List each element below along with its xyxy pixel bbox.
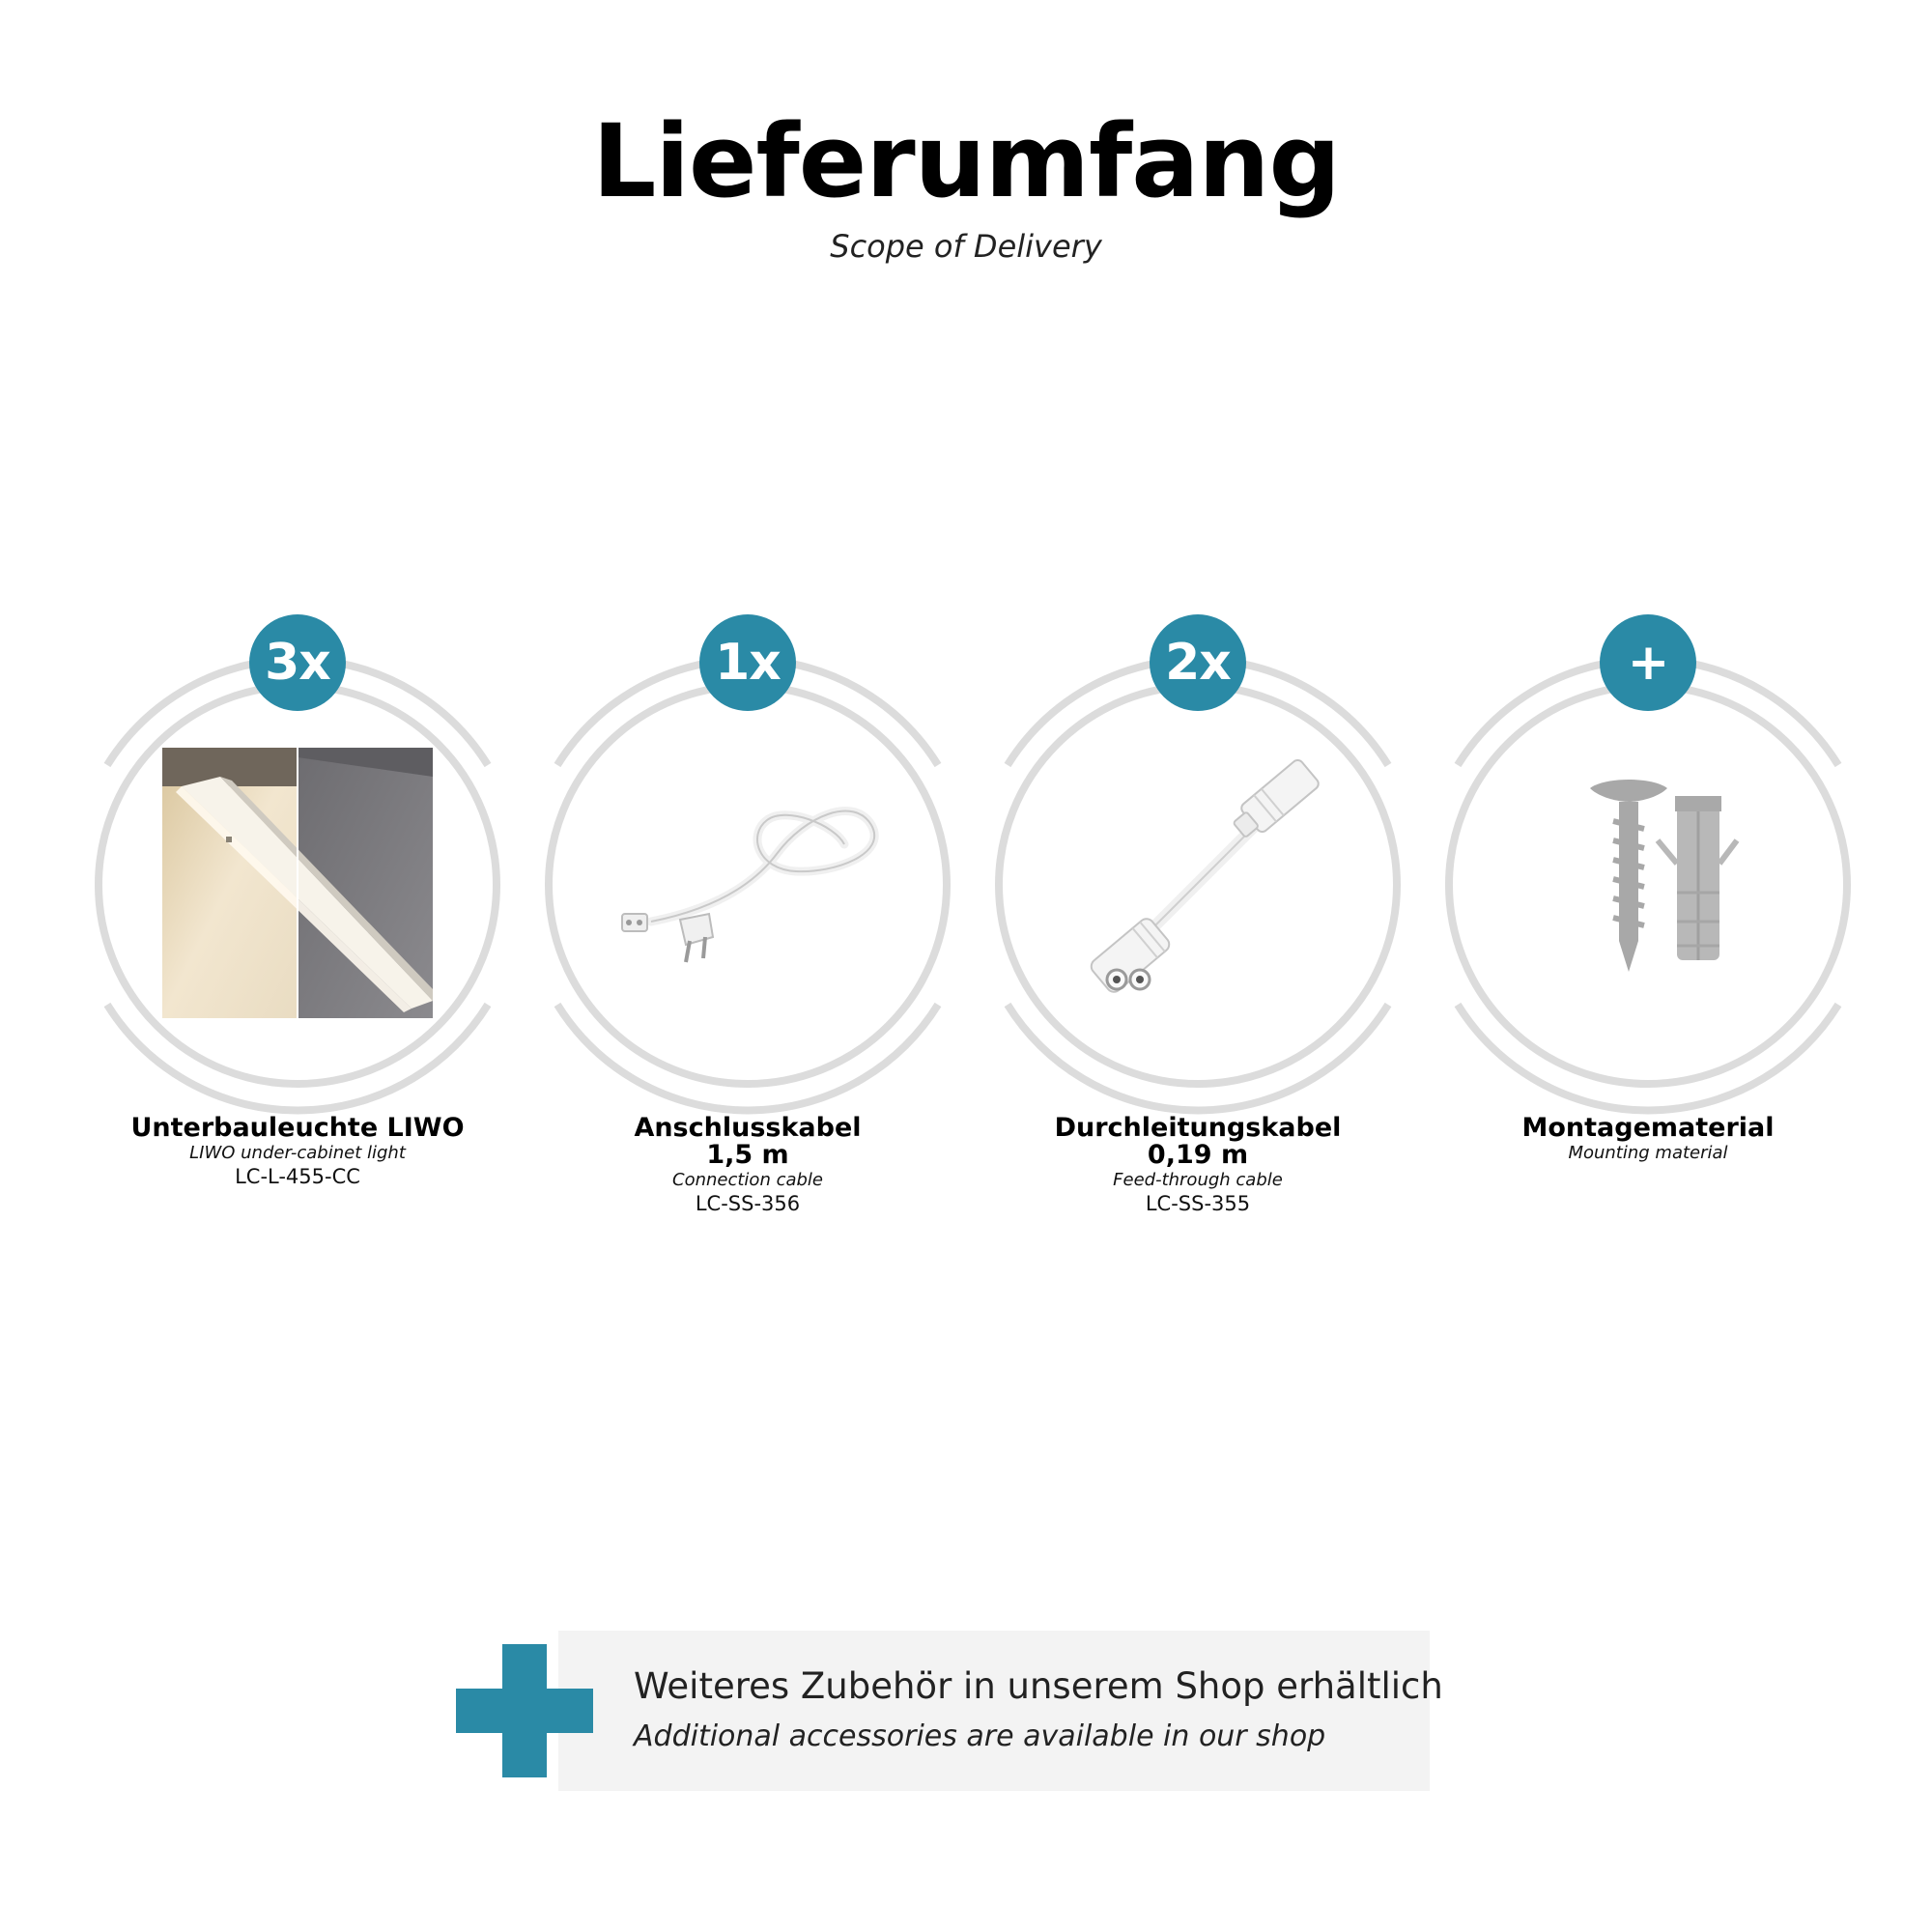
item-length: 1,5 m (706, 1140, 789, 1170)
item-code: LC-SS-355 (1145, 1192, 1251, 1215)
item-name-en: Connection cable (672, 1170, 823, 1190)
item-name-de: Durchleitungskabel (1054, 1113, 1342, 1143)
item-label (46, 1115, 549, 1188)
item-label (947, 1115, 1449, 1215)
item-name-de: Montagematerial (1521, 1113, 1775, 1143)
screw-and-dowel-icon (1513, 748, 1783, 1018)
plus-icon (456, 1644, 593, 1777)
led-light-bar-icon (162, 748, 433, 1018)
item-label (1397, 1115, 1899, 1165)
item-code: LC-L-455-CC (235, 1165, 360, 1188)
item-name-en: Mounting material (1568, 1143, 1728, 1163)
accessories-text-de: Weiteres Zubehör in unserem Shop erhältlich (634, 1665, 1443, 1707)
item-name-en: Feed-through cable (1113, 1170, 1283, 1190)
page-title: Lieferumfang (592, 102, 1340, 220)
item-name-de: Unterbauleuchte LIWO (130, 1113, 465, 1143)
page-subtitle: Scope of Delivery (830, 228, 1102, 265)
quantity-badge: + (1600, 614, 1696, 711)
item-length: 0,19 m (1147, 1140, 1249, 1170)
item-label (497, 1115, 999, 1215)
accessories-text-en: Additional accessories are available in our shop (634, 1719, 1326, 1753)
quantity-badge: 2x (1150, 614, 1246, 711)
feed-through-cable-icon (1063, 748, 1333, 1018)
item-name-de: Anschlusskabel (634, 1113, 862, 1143)
delivery-item-light (85, 614, 510, 1252)
delivery-item-feed-through-cable (985, 614, 1410, 1252)
delivery-item-connection-cable (535, 614, 960, 1252)
delivery-item-mounting-material (1435, 614, 1861, 1252)
quantity-badge: 1x (699, 614, 796, 711)
item-name-en: LIWO under-cabinet light (189, 1143, 406, 1163)
quantity-badge: 3x (249, 614, 346, 711)
item-code: LC-SS-356 (695, 1192, 801, 1215)
accessories-banner (558, 1631, 1443, 1791)
power-cable-plug-icon (612, 748, 883, 1018)
